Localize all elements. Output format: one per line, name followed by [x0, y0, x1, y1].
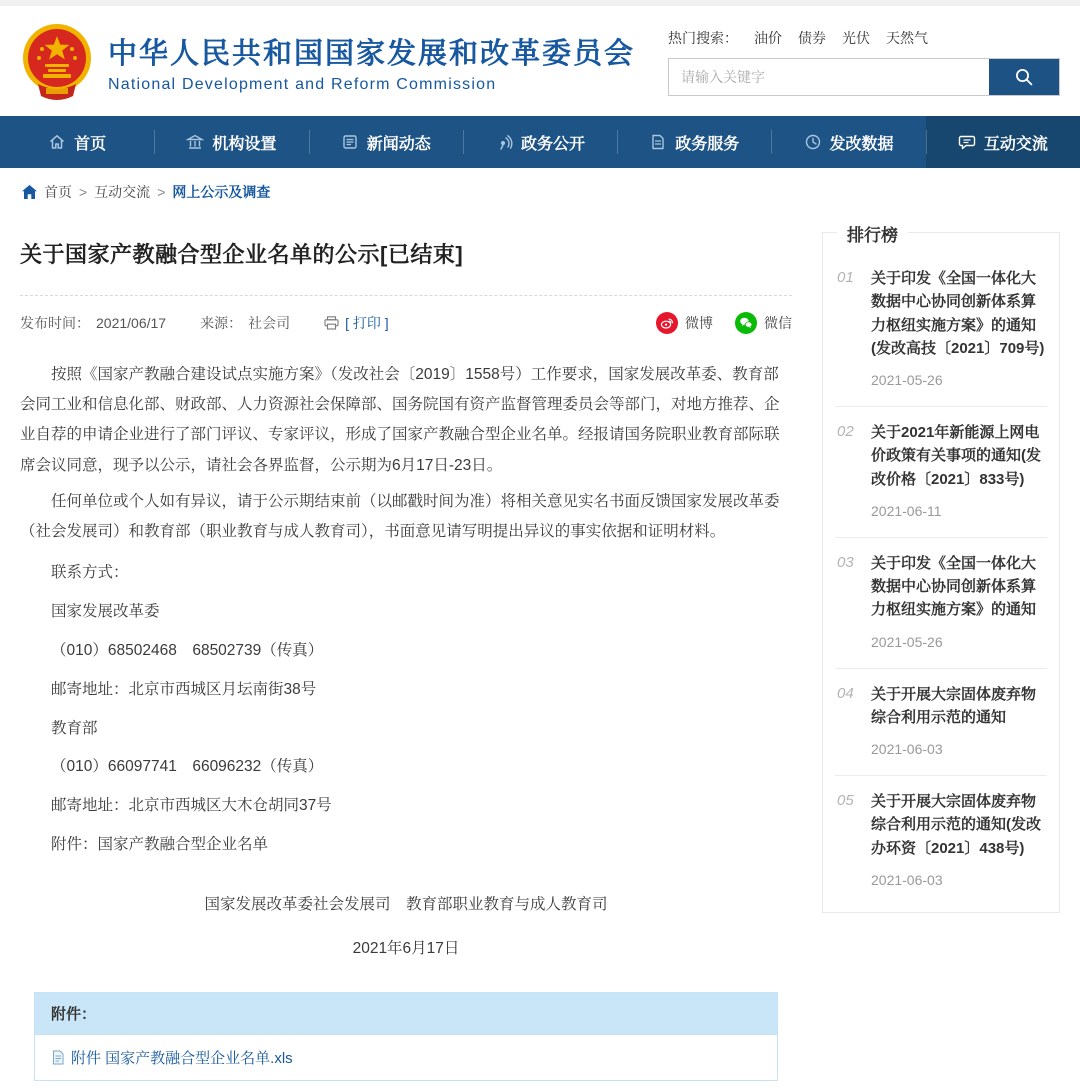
home-icon	[48, 133, 66, 151]
breadcrumb-separator: >	[79, 184, 88, 200]
ranking-item-4[interactable]	[835, 668, 1047, 776]
search-button[interactable]	[989, 59, 1059, 95]
nav-item-home[interactable]	[0, 116, 154, 168]
rank-item-date: 2021-06-03	[871, 741, 943, 757]
broadcast-icon	[495, 133, 513, 151]
rank-item-date: 2021-05-26	[871, 633, 943, 650]
rank-item-date: 2021-06-11	[871, 502, 942, 519]
hot-term-gas[interactable]: 天然气	[886, 30, 928, 46]
rank-number: 02	[837, 423, 854, 440]
print-link[interactable]: [ 打印 ]	[345, 315, 389, 331]
clock-icon	[804, 133, 822, 151]
signature-date: 2021年6月17日	[352, 939, 460, 957]
ranking-box	[822, 226, 1060, 913]
rank-item-date: 2021-06-03	[871, 871, 943, 888]
share-group	[656, 312, 792, 334]
rank-item-date: 2021-05-26	[871, 372, 943, 388]
breadcrumb-item-interaction[interactable]: 互动交流	[94, 184, 151, 200]
rank-item-title: 关于印发《全国一体化大数据中心协同创新体系算力枢纽实施方案》的通知	[871, 554, 1037, 619]
article-paragraph: 任何单位或个人如有异议，请于公示期结束前（以邮戳时间为准）将相关意见实名书面反馈国家发展改革委（社会发展司）和教育部（职业教育与成人教育司），书面意见请写明提出异议的事实依据和证明材料。	[20, 492, 780, 541]
breadcrumb-item-current[interactable]: 网上公示及调查	[172, 184, 271, 200]
ranking-item-5[interactable]	[835, 775, 1047, 906]
nav-item-organization[interactable]	[154, 116, 308, 168]
rank-item-title: 关于开展大宗固体废弃物综合利用示范的通知(发改办环资〔2021〕438号)	[871, 793, 1041, 857]
article-meta	[20, 312, 792, 334]
print-action[interactable]	[324, 313, 389, 333]
chat-icon	[958, 133, 976, 151]
nav-label: 发改数据	[829, 135, 894, 153]
publish-time	[20, 313, 166, 333]
contact-line: 国家发展改革委	[51, 603, 160, 621]
main-navigation	[0, 116, 1080, 168]
contact-line: 附件：国家产教融合型企业名单	[51, 835, 269, 853]
breadcrumb	[0, 168, 1080, 212]
hot-term-oil[interactable]: 油价	[754, 30, 782, 46]
rank-number: 04	[837, 684, 854, 702]
document-icon	[649, 133, 667, 151]
contact-line: （010）66097741 66096232（传真）	[51, 758, 324, 776]
search-input[interactable]	[669, 59, 989, 95]
source-value: 社会司	[248, 315, 291, 331]
site-header	[0, 6, 1080, 116]
nav-label: 政务服务	[675, 135, 740, 153]
site-title-english: National Development and Reform Commission	[108, 75, 497, 93]
news-icon	[341, 133, 359, 151]
share-weibo-label: 微博	[685, 315, 713, 331]
nav-item-ndrc-data[interactable]	[771, 116, 925, 168]
breadcrumb-home-icon	[22, 185, 37, 199]
hot-search-row	[668, 28, 1060, 48]
ranking-item-2[interactable]	[835, 406, 1047, 537]
hot-term-pv[interactable]: 光伏	[842, 30, 870, 46]
article-body	[20, 360, 792, 958]
site-title-chinese: 中华人民共和国国家发展和改革委员会	[108, 37, 636, 70]
breadcrumb-item-home[interactable]: 首页	[44, 184, 72, 200]
hot-term-bond[interactable]: 债券	[798, 30, 826, 46]
article-paragraph: 按照《国家产教融合建设试点实施方案》（发改社会〔2019〕1558号）工作要求，国家发展改革委、教育部会同工业和信息化部、财政部、人力资源社会保障部、国务院国有资产监督管理委员会等部门，对地方推荐、企业自荐的申请企业进行了部门评议、专家评议，形成了国家产教融合型企业名单。经报请国务院职业教育部际联席会议同意，现予以公示，请社会各界监督，公示期为6月17日-23日。	[20, 366, 780, 474]
nav-label: 政务公开	[520, 135, 585, 153]
nav-label: 新闻动态	[366, 135, 431, 153]
share-wechat-label: 微信	[764, 315, 792, 331]
breadcrumb-separator: >	[157, 184, 166, 200]
nav-item-interaction[interactable]	[926, 116, 1080, 168]
nav-item-gov-disclosure[interactable]	[463, 116, 617, 168]
rank-item-title: 关于印发《全国一体化大数据中心协同创新体系算力枢纽实施方案》的通知(发改高技〔2021〕709号)	[871, 270, 1045, 357]
site-brand	[20, 22, 635, 102]
article-main	[20, 218, 792, 1091]
wechat-icon	[735, 312, 757, 334]
nav-label: 互动交流	[983, 135, 1048, 153]
signature-line: 国家发展改革委社会发展司 教育部职业教育与成人教育司	[204, 895, 608, 913]
file-icon	[51, 1050, 65, 1065]
nav-item-news[interactable]	[309, 116, 463, 168]
contact-line: 教育部	[51, 719, 98, 737]
share-wechat[interactable]	[735, 312, 792, 334]
ranking-item-3[interactable]	[835, 537, 1047, 668]
rank-number: 03	[837, 553, 854, 571]
ranking-sidebar	[822, 218, 1060, 1091]
contact-line: 邮寄地址：北京市西城区月坛南街38号	[51, 680, 317, 698]
nav-item-gov-services[interactable]	[617, 116, 771, 168]
title-divider	[20, 295, 792, 296]
site-search	[668, 58, 1060, 96]
ranking-title: 排行榜	[837, 221, 908, 246]
article-source	[200, 313, 290, 333]
national-emblem-logo	[20, 22, 94, 102]
nav-label: 机构设置	[212, 135, 277, 153]
attachment-box	[34, 992, 778, 1081]
contact-line: 联系方式：	[51, 564, 129, 582]
hot-search-label: 热门搜索：	[668, 30, 738, 46]
printer-icon	[324, 316, 339, 330]
share-weibo[interactable]	[656, 312, 713, 334]
rank-number: 05	[837, 792, 854, 809]
rank-item-title: 关于2021年新能源上网电价政策有关事项的通知(发改价格〔2021〕833号)	[871, 424, 1041, 488]
attachment-row	[35, 1035, 777, 1080]
attachment-header: 附件：	[35, 993, 777, 1035]
rank-number: 01	[837, 269, 854, 286]
source-label: 来源：	[200, 315, 243, 331]
ranking-item-1[interactable]	[835, 253, 1047, 406]
contact-line: 邮寄地址：北京市西城区大木仓胡同37号	[51, 797, 332, 815]
weibo-icon	[656, 312, 678, 334]
attachment-file-link[interactable]: 附件 国家产教融合型企业名单.xls	[71, 1049, 293, 1067]
rank-item-title: 关于开展大宗固体废弃物综合利用示范的通知	[871, 685, 1037, 726]
article-title: 关于国家产教融合型企业名单的公示[已结束]	[20, 242, 464, 267]
contact-line: （010）68502468 68502739（传真）	[51, 641, 324, 659]
nav-label: 首页	[74, 135, 107, 153]
institution-icon	[186, 133, 204, 151]
search-icon	[1014, 67, 1034, 87]
publish-time-label: 发布时间：	[20, 315, 90, 331]
publish-time-value: 2021/06/17	[96, 315, 167, 331]
